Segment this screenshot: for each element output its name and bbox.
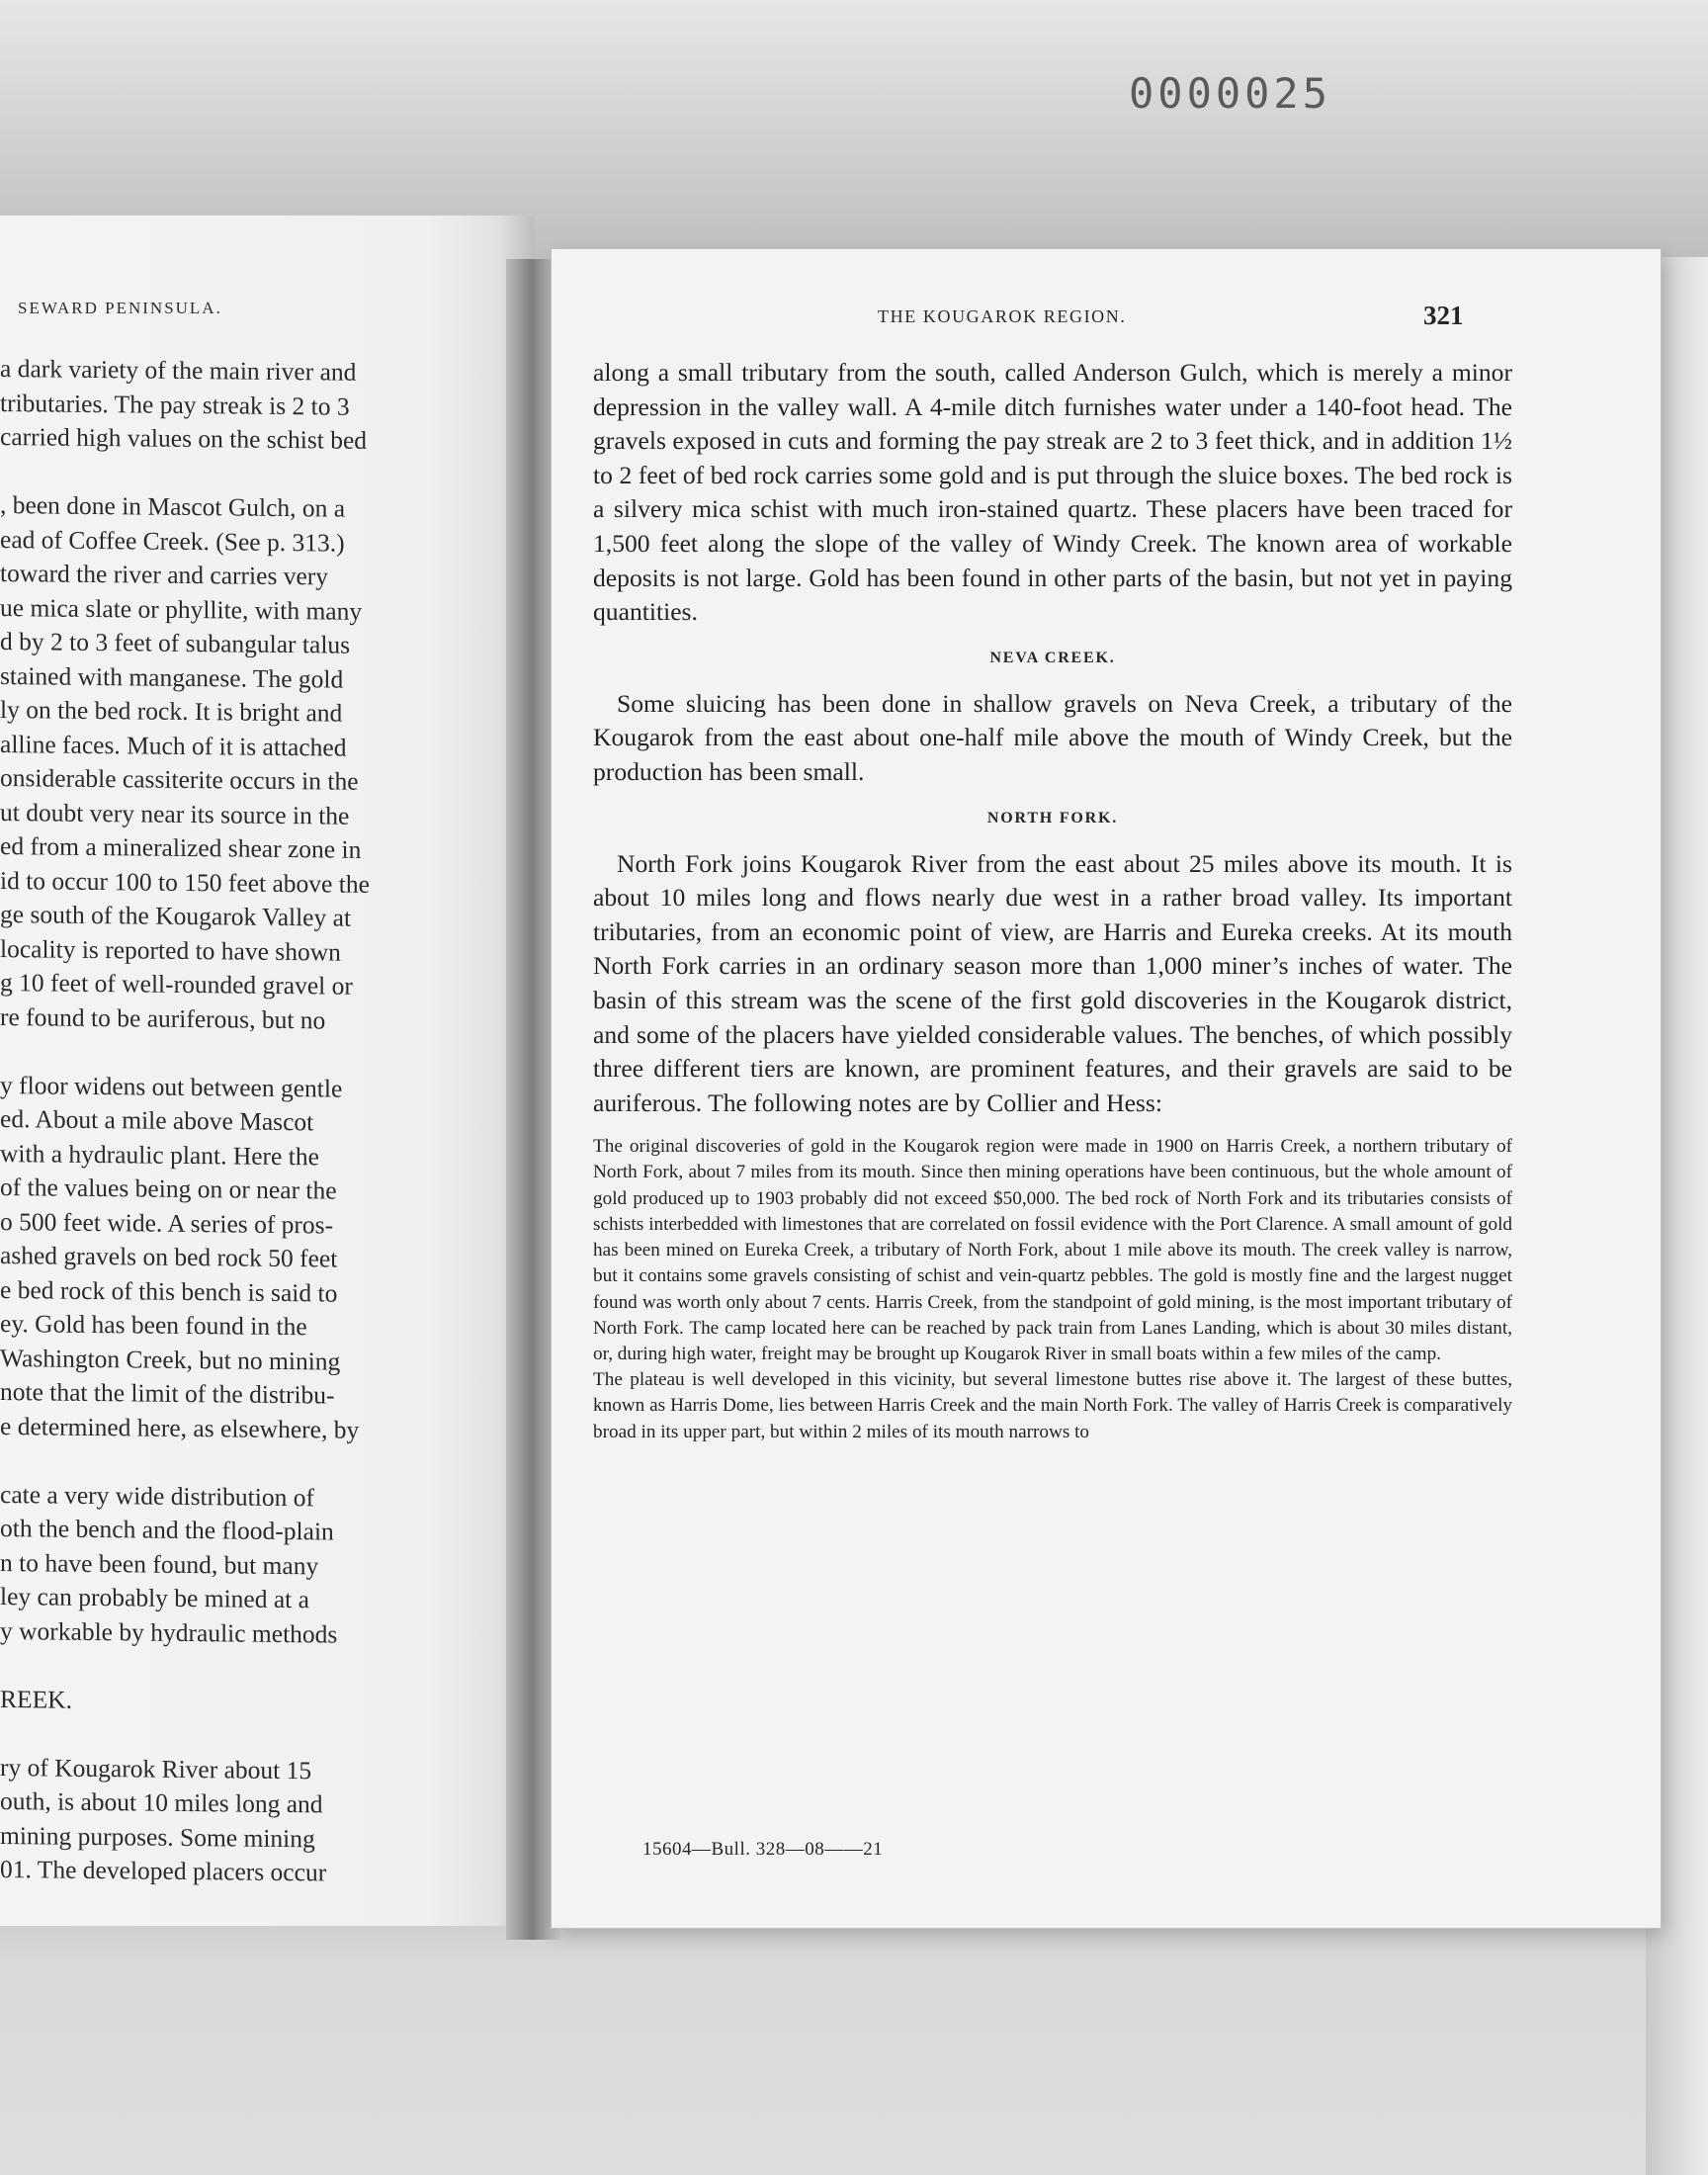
left-page-line: stained with manganese. The gold: [0, 660, 344, 694]
left-page-line: re found to be auriferous, but no: [0, 1001, 326, 1034]
north-fork-heading: NORTH FORK.: [986, 809, 1119, 826]
left-page-line: ey. Gold has been found in the: [0, 1309, 307, 1342]
left-page-line: mining purposes. Some mining: [0, 1820, 315, 1853]
left-page-line: tributaries. The pay streak is 2 to 3: [0, 388, 350, 421]
left-page-text: [0, 352, 514, 1887]
left-page-line: e determined here, as elsewhere, by: [0, 1411, 360, 1444]
left-page-line: [0, 455, 514, 494]
left-page-line: REEK.: [0, 1684, 72, 1714]
left-page-line: g 10 feet of well-rounded gravel or: [0, 968, 353, 1000]
left-page-line: toward the river and carries very: [0, 559, 329, 591]
left-page-line: oth the bench and the flood-plain: [0, 1514, 334, 1546]
left-page-line: ry of Kougarok River about 15: [0, 1752, 312, 1784]
left-page-line: Washington Creek, but no mining: [0, 1343, 341, 1376]
left-page-line: y floor widens out between gentle: [0, 1070, 343, 1103]
left-page-line: ed from a mineralized shear zone in: [0, 831, 362, 864]
neva-creek-paragraph: Some sluicing has been done in shallow gravels on Neva Creek, a tributary of the Kougarok from the east about one-half mile above the mouth of Windy Creek, but the production has been small.: [593, 688, 1512, 786]
left-page-line: note that the limit of the distribu-: [0, 1377, 335, 1410]
left-page-line: 01. The developed placers occur: [0, 1855, 327, 1887]
left-page-line: id to occur 100 to 150 feet above the: [0, 865, 370, 899]
left-page-line: onsiderable cassiterite occurs in the: [0, 763, 359, 796]
page-body: [593, 356, 1512, 1445]
left-page-line: ly on the bed rock. It is bright and: [0, 695, 343, 728]
left-page-line: ge south of the Kougarok Valley at: [0, 900, 352, 932]
left-page-line: alline faces. Much of it is attached: [0, 729, 347, 762]
left-page-line: d by 2 to 3 feet of subangular talus: [0, 627, 351, 659]
left-page-line: [0, 1648, 514, 1688]
right-page: [552, 249, 1661, 1928]
left-page-line: , been done in Mascot Gulch, on a: [0, 490, 346, 523]
left-page-line: o 500 feet wide. A series of pros-: [0, 1206, 334, 1240]
left-page-line: a dark variety of the main river and: [0, 354, 357, 387]
opening-paragraph: along a small tributary from the south, called Anderson Gulch, which is merely a minor depression in the valley wall. A 4-mile ditch furnishes water under a 140-foot head. The gravels exposed in cuts and forming the pay streak are 2 to 3 feet thick, and in addition 1½ to 2 feet of bed rock carries some gold and is put through the sluice boxes. The bed rock is a silvery mica schist with much iron-stained quartz. These placers have been traced for 1,500 feet along the slope of the valley of Windy Creek. The known area of workable deposits is not large. Gold has been found in other parts of the basin, but not yet in paying quantities.: [593, 358, 1512, 627]
left-page-line: e bed rock of this bench is said to: [0, 1274, 338, 1308]
signature-mark: 15604—Bull. 328—08——21: [642, 1839, 884, 1860]
left-running-head: SEWARD PENINSULA.: [18, 299, 222, 317]
left-page-line: of the values being on or near the: [0, 1173, 337, 1205]
collier-hess-quote: [593, 1134, 1512, 1444]
left-page-line: ue mica slate or phyllite, with many: [0, 592, 363, 626]
left-page-line: carried high values on the schist bed: [0, 422, 368, 455]
left-page-line: [0, 1716, 514, 1756]
left-page-line: with a hydraulic plant. Here the: [0, 1138, 319, 1171]
left-page-line: n to have been found, but many: [0, 1547, 319, 1580]
neva-creek-heading: NEVA CREEK.: [989, 649, 1116, 666]
left-page-line: ead of Coffee Creek. (See p. 313.): [0, 524, 345, 558]
left-page-line: ley can probably be mined at a: [0, 1582, 309, 1614]
page-number: 321: [1423, 301, 1464, 330]
left-page-line: y workable by hydraulic methods: [0, 1615, 338, 1649]
left-page-line: [0, 1034, 514, 1074]
quote-paragraph-1: The original discoveries of gold in the Kougarok region were made in 1900 on Harris Creek, a northern tributary of North Fork, about 7 miles from its mouth. Since then mining operations have been continuous, but the whole amount of gold produced up to 1903 probably did not exceed $50,000. The bed rock of North Fork and its tributaries consists of schists interbedded with limestones that are correlated on fossil evidence with the Port Clarence. A small amount of gold has been mined on Eureka Creek, a tributary of North Fork, about 1 mile above its mouth. The creek valley is narrow, but it contains some gravels consisting of schist and vein-quartz pebbles. The gold is mostly fine and the largest nugget found was worth only about 7 cents. Harris Creek, from the standpoint of gold mining, is the most important tributary of North Fork. The camp located here can be reached by pack train from Lanes Landing, which is about 30 miles distant, or, during high water, freight may be brought up Kougarok River in small boats within a few miles of the camp.: [593, 1136, 1512, 1364]
left-page-line: ut doubt very near its source in the: [0, 797, 350, 830]
left-page-line: ashed gravels on bed rock 50 feet: [0, 1241, 338, 1273]
left-page-line: locality is reported to have shown: [0, 933, 341, 967]
left-page-line: [0, 1443, 514, 1483]
left-page-line: cate a very wide distribution of: [0, 1479, 314, 1512]
north-fork-paragraph: North Fork joins Kougarok River from the east about 25 miles above its mouth. It is about 10 miles long and flows nearly due west in a rather broad valley. Its important tributaries, from an economic point of view, are Harris and Eureka creeks. At its mouth North Fork carries in an ordinary season more than 1,000 miner’s inches of water. The basin of this stream was the scene of the first gold discoveries in the Kougarok district, and some of the placers have yielded considerable values. The benches, of which possibly three different tiers are known, are prominent features, and their gravels are said to be auriferous. The following notes are by Collier and Hess:: [593, 848, 1512, 1117]
left-page: [0, 216, 534, 1926]
left-page-line: outh, is about 10 miles long and: [0, 1786, 323, 1819]
scan-stamp-number: 0000025: [1129, 69, 1332, 118]
left-page-line: ed. About a mile above Mascot: [0, 1104, 314, 1137]
quote-paragraph-2: The plateau is well developed in this vicinity, but several limestone buttes rise above it. The largest of these buttes, known as Harris Dome, lies between Harris Creek and the main North Fork. The valley of Harris Creek is comparatively broad in its upper part, but within 2 miles of its mouth narrows to: [593, 1369, 1512, 1442]
running-head: THE KOUGAROK REGION.: [878, 306, 1127, 326]
